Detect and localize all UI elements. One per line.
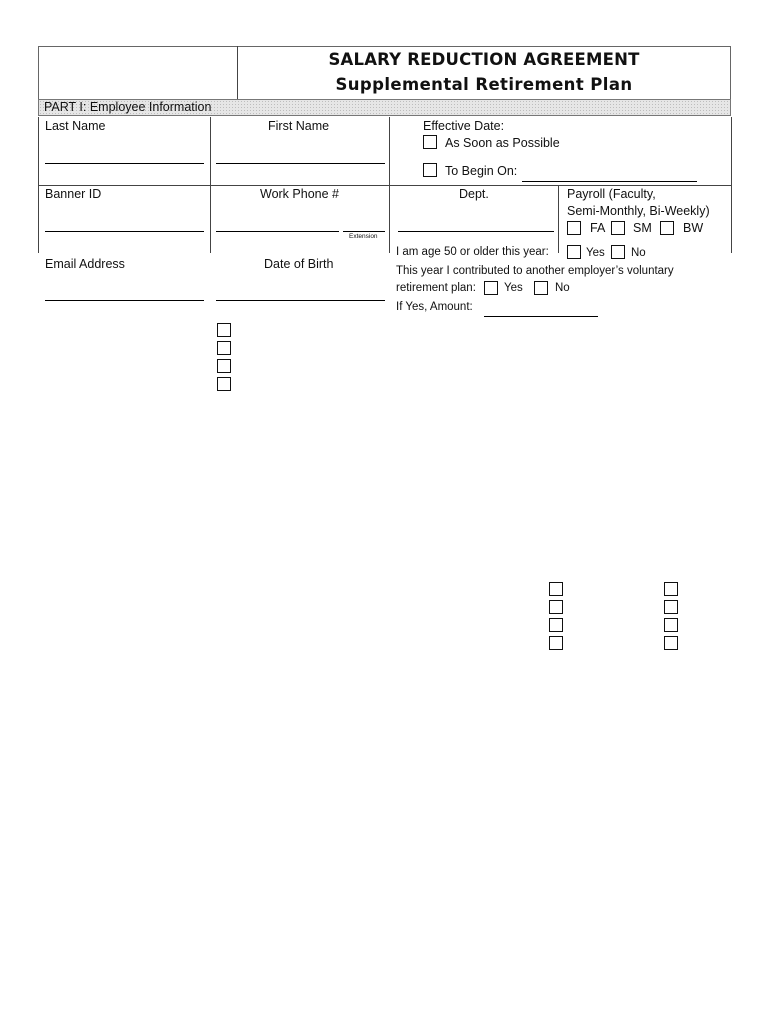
first-name-field[interactable] xyxy=(216,163,385,164)
row-divider xyxy=(38,185,731,186)
last-name-label: Last Name xyxy=(45,119,106,133)
to-begin-checkbox[interactable] xyxy=(423,163,437,177)
option-checkbox[interactable] xyxy=(664,582,678,596)
sm-checkbox[interactable] xyxy=(611,221,625,235)
fa-label: FA xyxy=(590,221,606,235)
age50-yes-checkbox[interactable] xyxy=(567,245,581,259)
work-phone-field[interactable] xyxy=(216,231,339,232)
sm-label: SM xyxy=(633,221,652,235)
column-divider xyxy=(558,185,559,253)
contrib-yes-label: Yes xyxy=(504,282,523,294)
option-checkbox[interactable] xyxy=(217,359,231,373)
option-checkbox[interactable] xyxy=(549,636,563,650)
fa-checkbox[interactable] xyxy=(567,221,581,235)
option-checkbox[interactable] xyxy=(549,600,563,614)
if-yes-amount-label: If Yes, Amount: xyxy=(396,301,473,313)
banner-id-field[interactable] xyxy=(45,231,204,232)
column-divider xyxy=(731,117,732,253)
dob-field[interactable] xyxy=(216,300,385,301)
effective-date-label: Effective Date: xyxy=(423,119,505,133)
if-yes-amount-field[interactable] xyxy=(484,316,598,317)
age50-yes-label: Yes xyxy=(586,247,605,259)
option-checkbox[interactable] xyxy=(549,582,563,596)
option-checkbox[interactable] xyxy=(549,618,563,632)
bw-label: BW xyxy=(683,221,704,235)
contrib-label-line1: This year I contributed to another employer’s voluntary xyxy=(396,265,674,277)
contrib-no-checkbox[interactable] xyxy=(534,281,548,295)
email-field[interactable] xyxy=(45,300,204,301)
age50-label: I am age 50 or older this year: xyxy=(396,246,549,258)
extension-field[interactable] xyxy=(343,231,385,232)
to-begin-label: To Begin On: xyxy=(445,164,518,178)
payroll-label-line2: Semi-Monthly, Bi-Weekly) xyxy=(567,204,710,218)
banner-id-label: Banner ID xyxy=(45,187,102,201)
first-name-label: First Name xyxy=(268,119,330,133)
option-checkbox[interactable] xyxy=(664,600,678,614)
form-title: SALARY REDUCTION AGREEMENT xyxy=(328,50,640,69)
work-phone-label: Work Phone # xyxy=(260,187,339,201)
section-heading: PART I: Employee Information xyxy=(44,100,212,114)
extension-label: Extension xyxy=(349,233,378,240)
contrib-yes-checkbox[interactable] xyxy=(484,281,498,295)
contrib-no-label: No xyxy=(555,282,570,294)
email-label: Email Address xyxy=(45,257,125,271)
age50-no-label: No xyxy=(631,247,646,259)
bw-checkbox[interactable] xyxy=(660,221,674,235)
option-checkbox[interactable] xyxy=(664,636,678,650)
dept-label: Dept. xyxy=(459,187,489,201)
last-name-field[interactable] xyxy=(45,163,204,164)
option-checkbox[interactable] xyxy=(664,618,678,632)
option-checkbox[interactable] xyxy=(217,377,231,391)
contrib-label-line2: retirement plan: xyxy=(396,282,476,294)
as-soon-label: As Soon as Possible xyxy=(445,136,560,150)
dob-label: Date of Birth xyxy=(264,257,334,271)
as-soon-checkbox[interactable] xyxy=(423,135,437,149)
option-checkbox[interactable] xyxy=(217,341,231,355)
age50-no-checkbox[interactable] xyxy=(611,245,625,259)
dept-field[interactable] xyxy=(398,231,554,232)
form-subtitle: Supplemental Retirement Plan xyxy=(335,75,633,94)
payroll-label-line1: Payroll (Faculty, xyxy=(567,187,656,201)
to-begin-field[interactable] xyxy=(522,181,697,182)
option-checkbox[interactable] xyxy=(217,323,231,337)
